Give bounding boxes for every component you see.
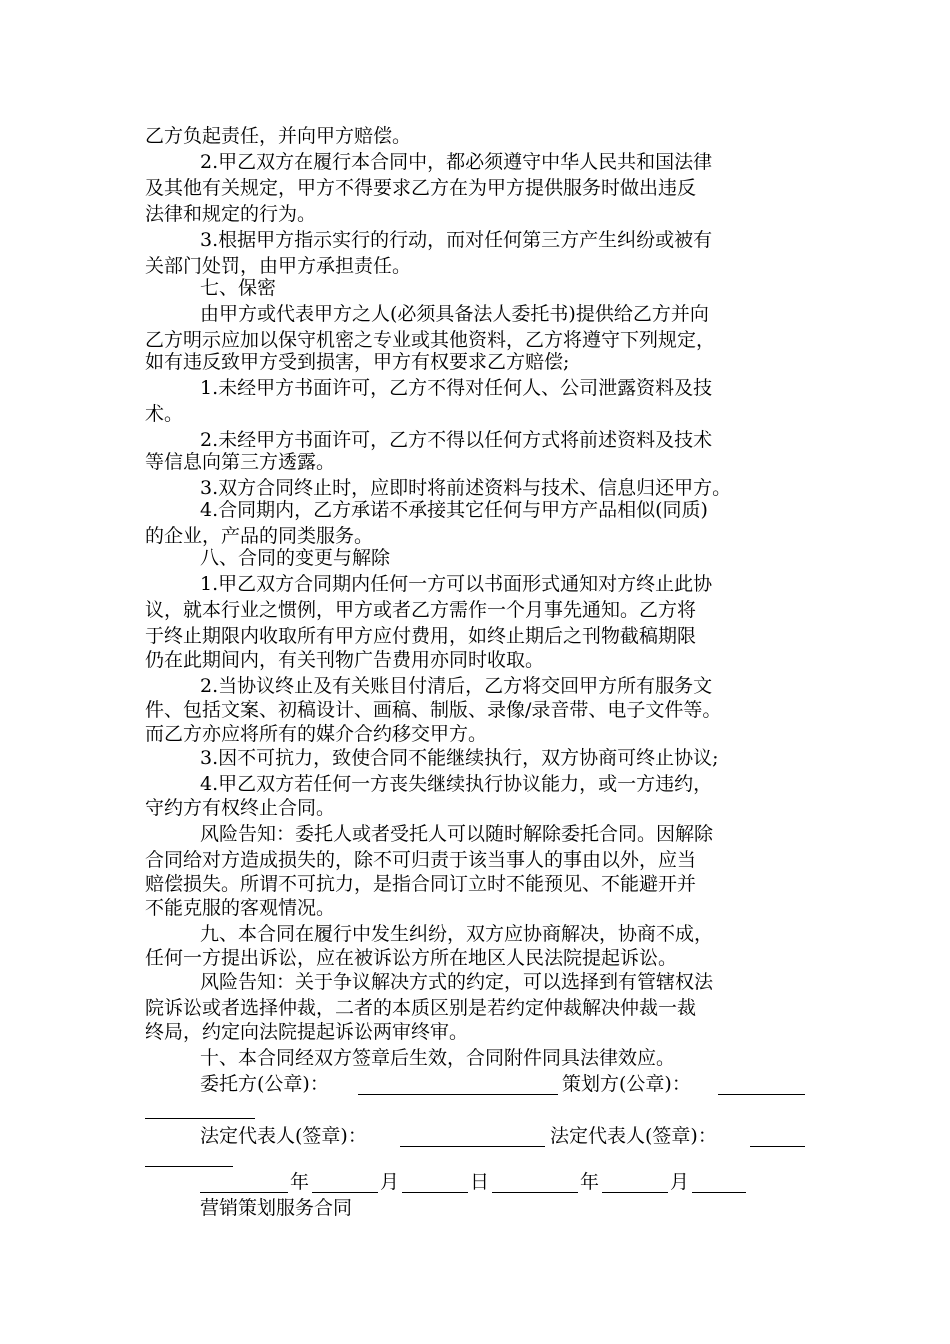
day-blank-1 <box>402 1192 468 1193</box>
text-line: 及其他有关规定，甲方不得要求乙方在为甲方提供服务时做出违反 <box>145 177 697 199</box>
text-line: 2.未经甲方书面许可，乙方不得以任何方式将前述资料及技术 <box>200 429 713 451</box>
month-blank-2-trailing <box>692 1192 746 1193</box>
planner-seal-blank-continued <box>145 1118 255 1119</box>
text-line: 1.未经甲方书面许可，乙方不得对任何人、公司泄露资料及技 <box>200 377 713 399</box>
text-line: 2.当协议终止及有关账目付清后，乙方将交回甲方所有服务文 <box>200 675 713 697</box>
text-line: 3.因不可抗力，致使合同不能继续执行，双方协商可终止协议; <box>200 747 719 769</box>
text-line: 4.甲乙双方若任何一方丧失继续执行协议能力，或一方违约， <box>200 773 713 795</box>
month-blank-1 <box>312 1192 378 1193</box>
month-blank-2 <box>602 1192 668 1193</box>
text-line: 的企业，产品的同类服务。 <box>145 525 374 547</box>
text-line: 3.根据甲方指示实行的行动，而对任何第三方产生纠纷或被有 <box>200 229 713 251</box>
year-label-2: 年 <box>580 1171 600 1193</box>
text-line: 2.甲乙双方在履行本合同中，都必须遵守中华人民共和国法律 <box>200 151 713 173</box>
text-line: 议，就本行业之惯例，甲方或者乙方需作一个月事先通知。乙方将 <box>145 599 697 621</box>
text-line: 不能克服的客观情况。 <box>145 897 336 919</box>
planner-representative-blank-continued <box>145 1166 233 1167</box>
year-blank-1 <box>200 1192 288 1193</box>
text-line: 赔偿损失。所谓不可抗力，是指合同订立时不能预见、不能避开并 <box>145 873 697 895</box>
client-representative-label: 法定代表人(签章)： <box>200 1125 367 1147</box>
text-line: 仍在此期间内，有关刊物广告费用亦同时收取。 <box>145 649 545 671</box>
client-representative-blank <box>400 1146 545 1147</box>
text-line: 关部门处罚，由甲方承担责任。 <box>145 255 412 277</box>
month-label-1: 月 <box>380 1171 400 1193</box>
text-line: 等信息向第三方透露。 <box>145 451 336 473</box>
document-footer-title: 营销策划服务合同 <box>200 1197 353 1219</box>
text-line: 由甲方或代表甲方之人(必须具备法人委托书)提供给乙方并向 <box>200 303 709 325</box>
text-line: 件、包括文案、初稿设计、画稿、制版、录像/录音带、电子文件等。 <box>145 699 722 721</box>
text-line: 九、本合同在履行中发生纠纷，双方应协商解决，协商不成， <box>200 923 714 945</box>
planner-representative-label: 法定代表人(签章)： <box>550 1125 717 1147</box>
planner-seal-label: 策划方(公章)： <box>562 1073 691 1095</box>
text-line: 院诉讼或者选择仲裁，二者的本质区别是若约定仲裁解决仲裁一裁 <box>145 997 697 1019</box>
planner-representative-blank <box>750 1146 805 1147</box>
client-seal-blank <box>358 1094 558 1095</box>
text-line: 1.甲乙双方合同期内任何一方可以书面形式通知对方终止此协 <box>200 573 713 595</box>
section-heading: 八、合同的变更与解除 <box>200 547 391 569</box>
text-line: 乙方负起责任，并向甲方赔偿。 <box>145 125 412 147</box>
text-line: 4.合同期内，乙方承诺不承接其它任何与甲方产品相似(同质) <box>200 499 708 521</box>
client-seal-label: 委托方(公章)： <box>200 1073 329 1095</box>
text-line: 如有违反致甲方受到损害，甲方有权要求乙方赔偿; <box>145 351 570 373</box>
planner-seal-blank <box>718 1094 805 1095</box>
text-line: 3.双方合同终止时，应即时将前述资料与技术、信息归还甲方。 <box>200 477 732 499</box>
day-label-1: 日 <box>470 1171 490 1193</box>
text-line: 合同给对方造成损失的，除不可归责于该当事人的事由以外，应当 <box>145 849 697 871</box>
month-label-2: 月 <box>670 1171 690 1193</box>
text-line: 术。 <box>145 403 184 425</box>
text-line: 风险告知：关于争议解决方式的约定，可以选择到有管辖权法 <box>200 971 714 993</box>
section-heading: 七、保密 <box>200 277 277 299</box>
year-blank-2 <box>492 1192 578 1193</box>
text-line: 十、本合同经双方签章后生效，合同附件同具法律效应。 <box>200 1047 676 1069</box>
text-line: 乙方明示应加以保守机密之专业或其他资料，乙方将遵守下列规定， <box>145 329 716 351</box>
text-line: 风险告知：委托人或者受托人可以随时解除委托合同。因解除 <box>200 823 714 845</box>
year-label-1: 年 <box>290 1171 310 1193</box>
text-line: 法律和规定的行为。 <box>145 203 317 225</box>
text-line: 而乙方亦应将所有的媒介合约移交甲方。 <box>145 723 488 745</box>
text-line: 于终止期限内收取所有甲方应付费用，如终止期后之刊物截稿期限 <box>145 625 697 647</box>
text-line: 任何一方提出诉讼，应在被诉讼方所在地区人民法院提起诉讼。 <box>145 947 678 969</box>
text-line: 终局，约定向法院提起诉讼两审终审。 <box>145 1021 469 1043</box>
text-line: 守约方有权终止合同。 <box>145 797 336 819</box>
